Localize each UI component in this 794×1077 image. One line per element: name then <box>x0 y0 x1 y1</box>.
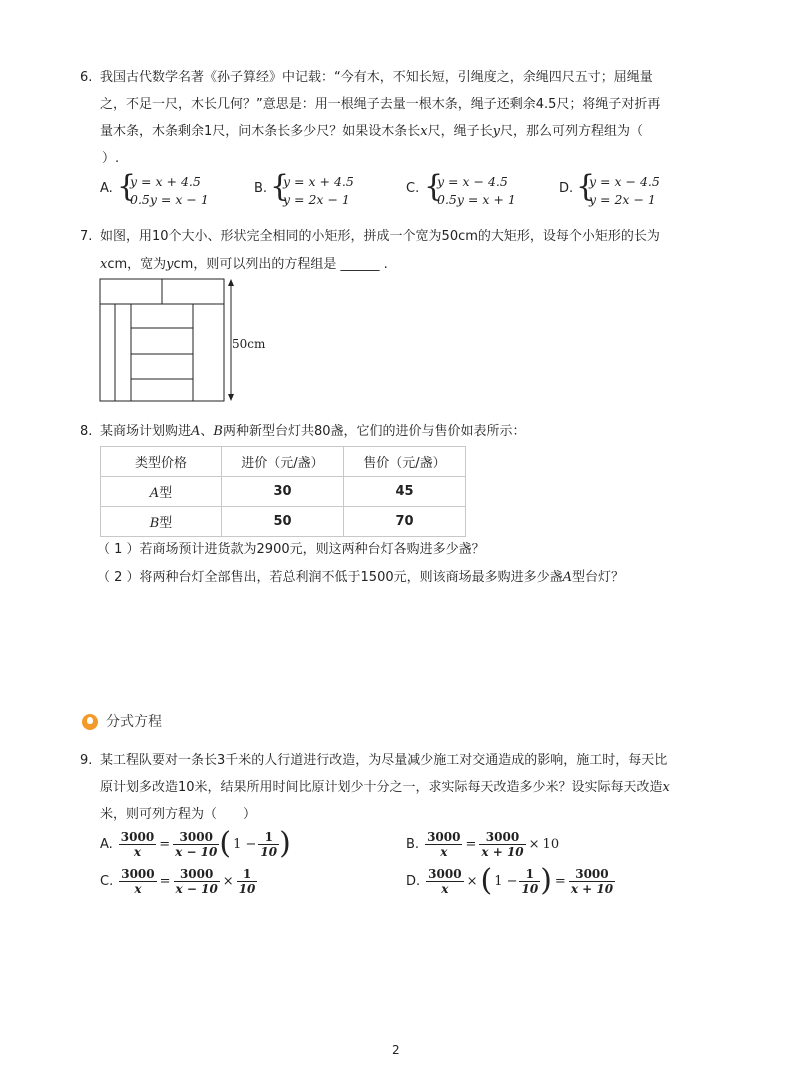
denominator: x + 10 <box>481 844 524 859</box>
times-sign: × <box>528 836 540 852</box>
brace-icon: { <box>270 169 290 204</box>
lightbulb-icon <box>82 714 98 730</box>
var-a: A <box>191 424 201 439</box>
var-y: y <box>166 257 174 272</box>
q7-text-line1: 如图，用10个大小、形状完全相同的小矩形，拼成一个宽为50cm的大矩形，设每个小矩形的长为 <box>100 229 660 244</box>
denominator: x <box>133 844 142 859</box>
table-header-cell: 进价（元/盏） <box>222 447 344 477</box>
var-y: y <box>492 124 500 139</box>
option-label: C. <box>100 873 114 889</box>
table-row <box>101 507 466 537</box>
q6-line3-text-b: 尺，绳子长 <box>427 124 493 139</box>
multiplier: 10 <box>542 836 560 852</box>
table-cell-cost: 30 <box>222 477 344 507</box>
option-label: A. <box>100 181 113 196</box>
q9-option-d[interactable] <box>406 861 615 901</box>
q7-text-line2 <box>100 256 388 274</box>
arrow-up-icon <box>228 279 234 286</box>
var-x: x <box>420 124 428 139</box>
equation-1: y = x + 4.5 <box>283 174 354 189</box>
numerator: 3000 <box>174 867 220 882</box>
q7-number: 7. <box>80 229 93 244</box>
right-paren: ) <box>540 863 552 898</box>
q9-text-line1: 某工程队要对一条长3千米的人行道进行改造，为尽量减少施工对交通造成的影响，施工时，每天比 <box>100 753 668 768</box>
fraction <box>569 867 615 896</box>
q9-option-b[interactable] <box>406 824 559 864</box>
denominator: x <box>134 881 142 896</box>
numerator: 3000 <box>173 830 219 845</box>
q9-text-line2 <box>100 779 670 797</box>
equals-sign: = <box>554 873 566 889</box>
section-title: 分式方程 <box>106 714 162 730</box>
q8-sub-question-1: （ 1 ）若商场预计进货款为2900元，则这两种台灯各购进多少盏？ <box>97 542 485 557</box>
fraction <box>479 830 525 859</box>
q7-line2-text-a: cm，宽为 <box>107 257 167 272</box>
numerator: 1 <box>258 830 279 845</box>
left-paren: ( <box>219 826 232 861</box>
equation-2: y = 2x − 1 <box>589 192 656 207</box>
q9-option-c[interactable] <box>100 861 257 901</box>
q6-line3-text-a: 量木条，木条剩余1尺，问木条长多少尺？如果设木条长 <box>100 124 421 139</box>
q9-text-line3: 米，则可列方程为（ ） <box>100 807 257 822</box>
fraction <box>426 867 463 896</box>
var-a: A <box>562 570 573 585</box>
numerator: 3000 <box>569 867 615 882</box>
type-suffix: 型 <box>159 486 173 501</box>
fraction <box>174 867 220 896</box>
option-label: B. <box>254 181 268 196</box>
times-sign: × <box>222 873 234 889</box>
denominator: x + 10 <box>570 881 614 896</box>
denominator: x <box>441 881 449 896</box>
table-cell-price: 45 <box>344 477 466 507</box>
dimension-label: 50cm <box>232 337 266 351</box>
q8-sub-question-2 <box>97 569 624 587</box>
denominator: x <box>440 844 448 859</box>
q8-text-line1 <box>100 423 526 441</box>
fraction <box>119 830 156 859</box>
q6-number: 6. <box>80 70 93 85</box>
option-label: D. <box>559 181 574 196</box>
table-cell-type <box>101 507 222 537</box>
q6-text-line4: ）. <box>102 151 120 166</box>
fraction <box>173 830 219 859</box>
option-label: C. <box>406 181 420 196</box>
table-row <box>101 477 466 507</box>
numerator: 1 <box>519 867 540 882</box>
left-paren: ( <box>480 863 493 898</box>
option-label: D. <box>406 873 421 889</box>
equation-2: 0.5y = x + 1 <box>437 192 516 207</box>
denominator: x − 10 <box>175 844 218 859</box>
option-label: A. <box>100 836 113 852</box>
q6-line3-text-c: 尺，那么可列方程组为（ <box>500 124 644 139</box>
equation-1: y = x − 4.5 <box>589 174 660 189</box>
page-number: 2 <box>392 1043 400 1057</box>
table-header-row <box>101 447 466 477</box>
denominator: x − 10 <box>175 881 218 896</box>
option-label: B. <box>406 836 420 852</box>
times-sign: × <box>466 873 478 889</box>
brace-icon: { <box>576 169 596 204</box>
var-x: x <box>662 780 670 795</box>
numerator: 3000 <box>479 830 525 845</box>
fraction <box>258 830 279 859</box>
fraction <box>519 867 540 896</box>
q9-line2-text-a: 原计划多改造10米，结果所用时间比原计划少十分之一，求实际每天改造多少米？设实际每天改造 <box>100 780 663 795</box>
denominator: 10 <box>521 881 539 896</box>
equals-sign: = <box>159 873 171 889</box>
table-header-cell: 售价（元/盏） <box>344 447 466 477</box>
one: 1 − <box>233 836 257 852</box>
type-suffix: 型 <box>159 516 173 531</box>
numerator: 3000 <box>121 866 155 881</box>
q8-sub2-text-b: 型台灯？ <box>572 570 625 585</box>
var-b: B <box>213 424 223 439</box>
equals-sign: = <box>159 836 171 852</box>
one: 1 − <box>494 873 518 889</box>
equation-2: 0.5y = x − 1 <box>130 192 209 207</box>
q7-rectangle-figure <box>96 276 266 408</box>
fraction <box>425 830 462 859</box>
equation-2: y = 2x − 1 <box>283 192 350 207</box>
arrow-down-icon <box>228 394 234 401</box>
price-table <box>100 446 466 537</box>
numerator: 3000 <box>120 829 155 844</box>
q9-option-a[interactable] <box>100 824 291 864</box>
table-cell-type <box>101 477 222 507</box>
numerator: 3000 <box>428 866 462 881</box>
numerator: 3000 <box>427 829 461 844</box>
type-var: A <box>149 486 160 501</box>
q8-line1-text-b: 两种新型台灯共80盏，它们的进价与售价如表所示： <box>222 424 526 439</box>
fraction <box>237 867 258 896</box>
brace-icon: { <box>117 169 137 204</box>
q8-separator: 、 <box>200 424 214 439</box>
q7-line2-text-b: cm，则可以列出的方程组是 ______ . <box>173 257 388 272</box>
q6-text-line3 <box>100 123 643 141</box>
table-cell-price: 70 <box>344 507 466 537</box>
right-paren: ) <box>279 826 291 861</box>
equals-sign: = <box>465 836 477 852</box>
q8-sub2-text-a: （ 2 ）将两种台灯全部售出，若总利润不低于1500元，则该商场最多购进多少盏 <box>97 570 563 585</box>
equation-1: y = x + 4.5 <box>130 174 201 189</box>
denominator: 10 <box>260 844 278 859</box>
q6-text-line2: 之，不足一尺，木长几何？”意思是：用一根绳子去量一根木条，绳子还剩余4.5尺；将绳子对折再 <box>100 97 661 112</box>
var-x: x <box>100 257 108 272</box>
type-var: B <box>149 516 160 531</box>
table-header-cell: 类型价格 <box>101 447 222 477</box>
brace-icon: { <box>424 169 444 204</box>
table-cell-cost: 50 <box>222 507 344 537</box>
fraction <box>119 867 156 896</box>
equation-1: y = x − 4.5 <box>437 174 508 189</box>
q6-text-line1: 我国古代数学名著《孙子算经》中记载：“今有木，不知长短，引绳度之，余绳四尺五寸；屈绳量 <box>100 70 653 85</box>
numerator: 1 <box>237 867 258 882</box>
denominator: 10 <box>238 881 256 896</box>
q8-number: 8. <box>80 424 93 439</box>
q8-line1-text-a: 某商场计划购进 <box>100 424 192 439</box>
q9-number: 9. <box>80 753 93 768</box>
